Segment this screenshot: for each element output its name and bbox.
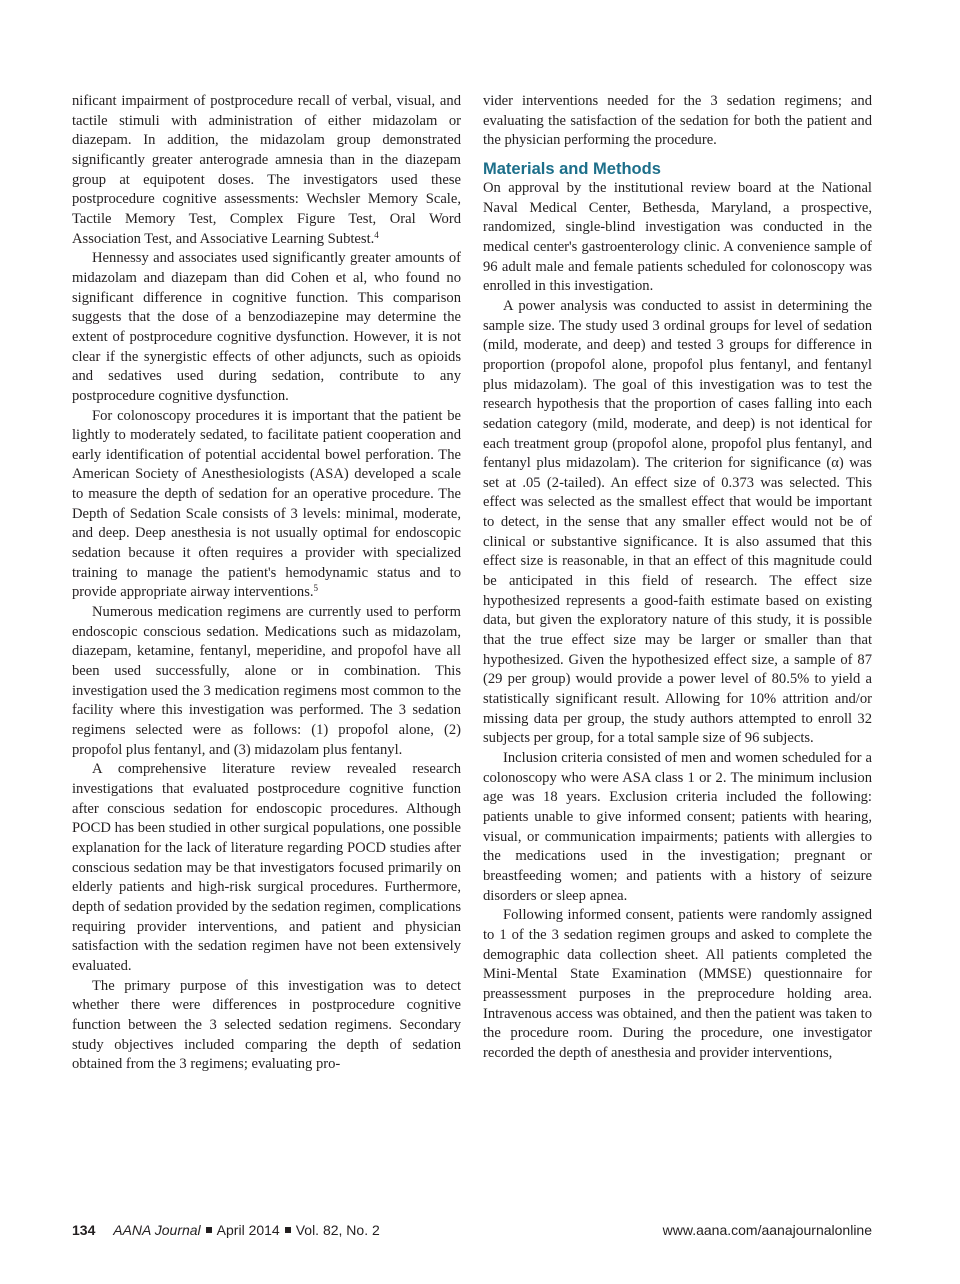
separator-icon [206, 1227, 212, 1233]
paragraph: Following informed consent, patients were randomly assigned to 1 of the 3 sedation regimen groups and asked to complete the demographic data collection sheet. All patients completed the Mini-Mental State Examination (MMSE) questionnaire for preassessment purposes in the preprocedure holding area. Intravenous access was obtained, and then the patient was taken to the procedure room. During the procedure, one investigator recorded the depth of anesthesia and provider interventions, [483, 907, 872, 1061]
journal-name: AANA Journal [113, 1222, 201, 1238]
volume-info: Vol. 82, No. 2 [295, 1222, 380, 1238]
paragraph-text: For colonoscopy procedures it is important that the patient be lightly to moderately sedated, to facilitate patient cooperation and early identification of potential accidental bowel perforation. The American Society of Anesthesiologists (ASA) developed a scale to measure the depth of sedation for an operative procedure. The Depth of Sedation Scale consists of 3 levels: minimal, moderate, and deep. Deep anesthesia is not usually optimal for endoscopic sedation because it often requires a provider with specialized training to manage the patient's hemodynamic status and to provide appropriate airway interventions. [72, 407, 461, 601]
paragraph: Numerous medication regimens are currently used to perform endoscopic conscious sedation. Medications such as midazolam, diazepam, ketamine, fentanyl, meperidine, and propofol have all been used successfully, alone or in combination. This investigation used the 3 medication regimens most common to the facility where this investigation was performed. The 3 sedation regimens selected were as follows: (1) propofol alone, (2) propofol plus fentanyl, and (3) midazolam plus fentanyl. [72, 604, 461, 758]
citation-ref: 5 [313, 583, 319, 594]
paragraph: Inclusion criteria consisted of men and women scheduled for a colonoscopy who were ASA class 1 or 2. The minimum inclusion age was 18 years. Exclusion criteria included the following: patients unable to give informed consent; patients with hearing, visual, or communication impairments; patients with allergies to the medications used in the investigation; pregnant or breastfeeding women; and patients with a history of seizure disorders or sleep apnea. [483, 750, 872, 904]
paragraph: Hennessy and associates used significantly greater amounts of midazolam and diazepam than did Cohen et al, who found no significant difference in cognitive function. This comparison suggests that the dose of a benzodiazepine may determine the extent of postprocedure cognitive dysfunction. However, it is not clear if the synergistic effects of other adjuncts, such as opioids and sedatives used during sedation, contribute to any postprocedure cognitive dysfunction. [72, 250, 461, 404]
paragraph: vider interventions needed for the 3 sedation regimens; and evaluating the satisfaction of the sedation for both the patient and the physician performing the procedure. [483, 93, 872, 149]
citation-ref: 4 [374, 229, 379, 240]
page-number: 134 [72, 1222, 96, 1238]
issue-date: April 2014 [216, 1222, 280, 1238]
paragraph-text: nificant impairment of postprocedure recall of verbal, visual, and tactile stimuli with administration of either midazolam or diazepam. In addition, the midazolam group demonstrated significantly greater anterograde amnesia than in the diazepam group at equipotent doses. The investigators used these postprocedure cognitive assessments: Wechsler Memory Scale, Tactile Memory Test, Complex Figure Test, Oral Word Association Test, and Associative Learning Subtest. [72, 93, 461, 247]
left-column [72, 92, 461, 1075]
separator-icon [285, 1227, 291, 1233]
right-column [483, 92, 872, 1064]
page-footer [72, 1222, 872, 1242]
paragraph: A power analysis was conducted to assist in determining the sample size. The study used 3 ordinal groups for level of sedation (mild, moderate, and deep) and tested 3 groups for difference in proportion (propofol alone, propofol plus fentanyl, and fentanyl plus midazolam). The goal of this investigation was to test the research hypothesis that the proportion of cases falling into each sedation category (mild, moderate, and deep) is not identical for each treatment group (propofol alone, propofol plus fentanyl, and fentanyl plus midazolam). The criterion for significance (α) was set at .05 (2-tailed). An effect size of 0.373 was selected. This effect was selected as the smallest effect that would be important to detect, in the sense that any smaller effect would not be of clinical or substantive significance. It is also assumed that this effect size is reasonable, in that an effect of this magnitude could be anticipated in this field of research. The effect size hypothesized represents a good-faith estimate based on existing data, but given the exploratory nature of this study, it is possible that the true effect size may be larger or smaller than that hypothesized. Given the hypothesized effect size, a sample of 87 (29 per group) would provide a power level of 80.5% to yield a statistically significant result. Allowing for 10% attrition and/or missing data per group, the study authors attempted to enroll 32 subjects per group, for a total sample size of 96 subjects. [483, 297, 872, 747]
section-heading: Materials and Methods [483, 159, 661, 178]
paragraph [72, 92, 461, 249]
paragraph: On approval by the institutional review board at the National Naval Medical Center, Bethesda, Maryland, a prospective, randomized, single-blind investigation was conducted in the medical center's gastroenterology clinic. A convenience sample of 96 adult male and female patients scheduled for colonoscopy was enrolled in this investigation. [483, 179, 872, 295]
paragraph: A comprehensive literature review revealed research investigations that evaluated postprocedure cognitive function after conscious sedation for endoscopic procedures. Although POCD has been studied in other surgical populations, one possible explanation for the lack of literature regarding POCD studies after conscious sedation may be that investigators focused primarily on elderly patients and high-risk surgical procedures. Furthermore, depth of sedation provided by the sedation regimen, complications requiring provider interventions, and patient and physician satisfaction with the sedation regimen have not been extensively evaluated. [72, 761, 461, 974]
journal-url: www.aana.com/aanajournalonline [662, 1222, 872, 1238]
paragraph: The primary purpose of this investigation was to detect whether there were differences in postprocedure cognitive function between the 3 selected sedation regimens. Secondary study objectives included comparing the depth of sedation obtained from the 3 regimens; evaluating pro- [72, 977, 461, 1073]
paragraph [72, 407, 461, 604]
